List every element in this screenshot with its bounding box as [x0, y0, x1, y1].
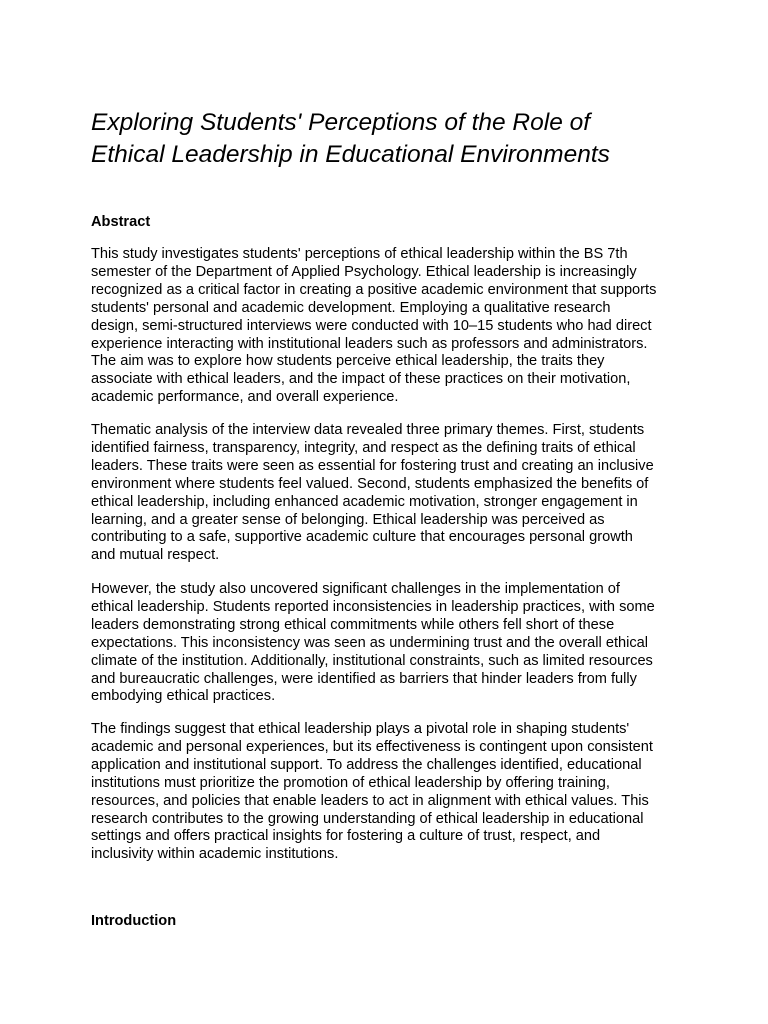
introduction-heading: Introduction	[91, 913, 177, 929]
abstract-paragraph-2: Thematic analysis of the interview data revealed three primary themes. First, students identified fairness, transparency, integrity, and respect as the defining traits of ethical leaders. These traits were seen as essential for fostering trust and creating an inclusive environment where students feel valued. Second, students emphasized the benefits of ethical leadership, including enhanced academic motivation, stronger engagement in learning, and a greater sense of belonging. Ethical leadership was perceived as contributing to a safe, supportive academic culture that encourages personal growth and mutual respect.	[91, 422, 654, 564]
abstract-heading: Abstract	[91, 214, 151, 230]
abstract-paragraph-4: The findings suggest that ethical leadership plays a pivotal role in shaping students' academic and personal experiences, but its effectiveness is contingent upon consistent application and institutional support. To address the challenges identified, educational institutions must prioritize the promotion of ethical leadership by offering training, resources, and policies that enable leaders to act in alignment with ethical values. This research contributes to the growing understanding of ethical leadership in educational settings and offers practical insights for fostering a culture of trust, respect, and inclusivity within academic institutions.	[91, 721, 653, 863]
abstract-paragraph-3: However, the study also uncovered significant challenges in the implementation of ethical leadership. Students reported inconsistencies in leadership practices, with some leaders demonstrating strong ethical commitments while others fell short of these expectations. This inconsistency was seen as undermining trust and the overall ethical climate of the institution. Additionally, institutional constraints, such as limited resources and bureaucratic challenges, were identified as barriers that hinder leaders from fully embodying ethical practices.	[91, 581, 655, 705]
paper-title: Exploring Students' Perceptions of the Role of Ethical Leadership in Educational Environments	[91, 109, 610, 168]
abstract-paragraph-1: This study investigates students' perceptions of ethical leadership within the BS 7th semester of the Department of Applied Psychology. Ethical leadership is increasingly recognized as a critical factor in creating a positive academic environment that supports students' personal and academic development. Employing a qualitative research design, semi-structured interviews were conducted with 10–15 students who had direct experience interacting with institutional leaders such as professors and administrators. The aim was to explore how students perceive ethical leadership, the traits they associate with ethical leaders, and the impact of these practices on their motivation, academic performance, and overall experience.	[91, 246, 657, 406]
